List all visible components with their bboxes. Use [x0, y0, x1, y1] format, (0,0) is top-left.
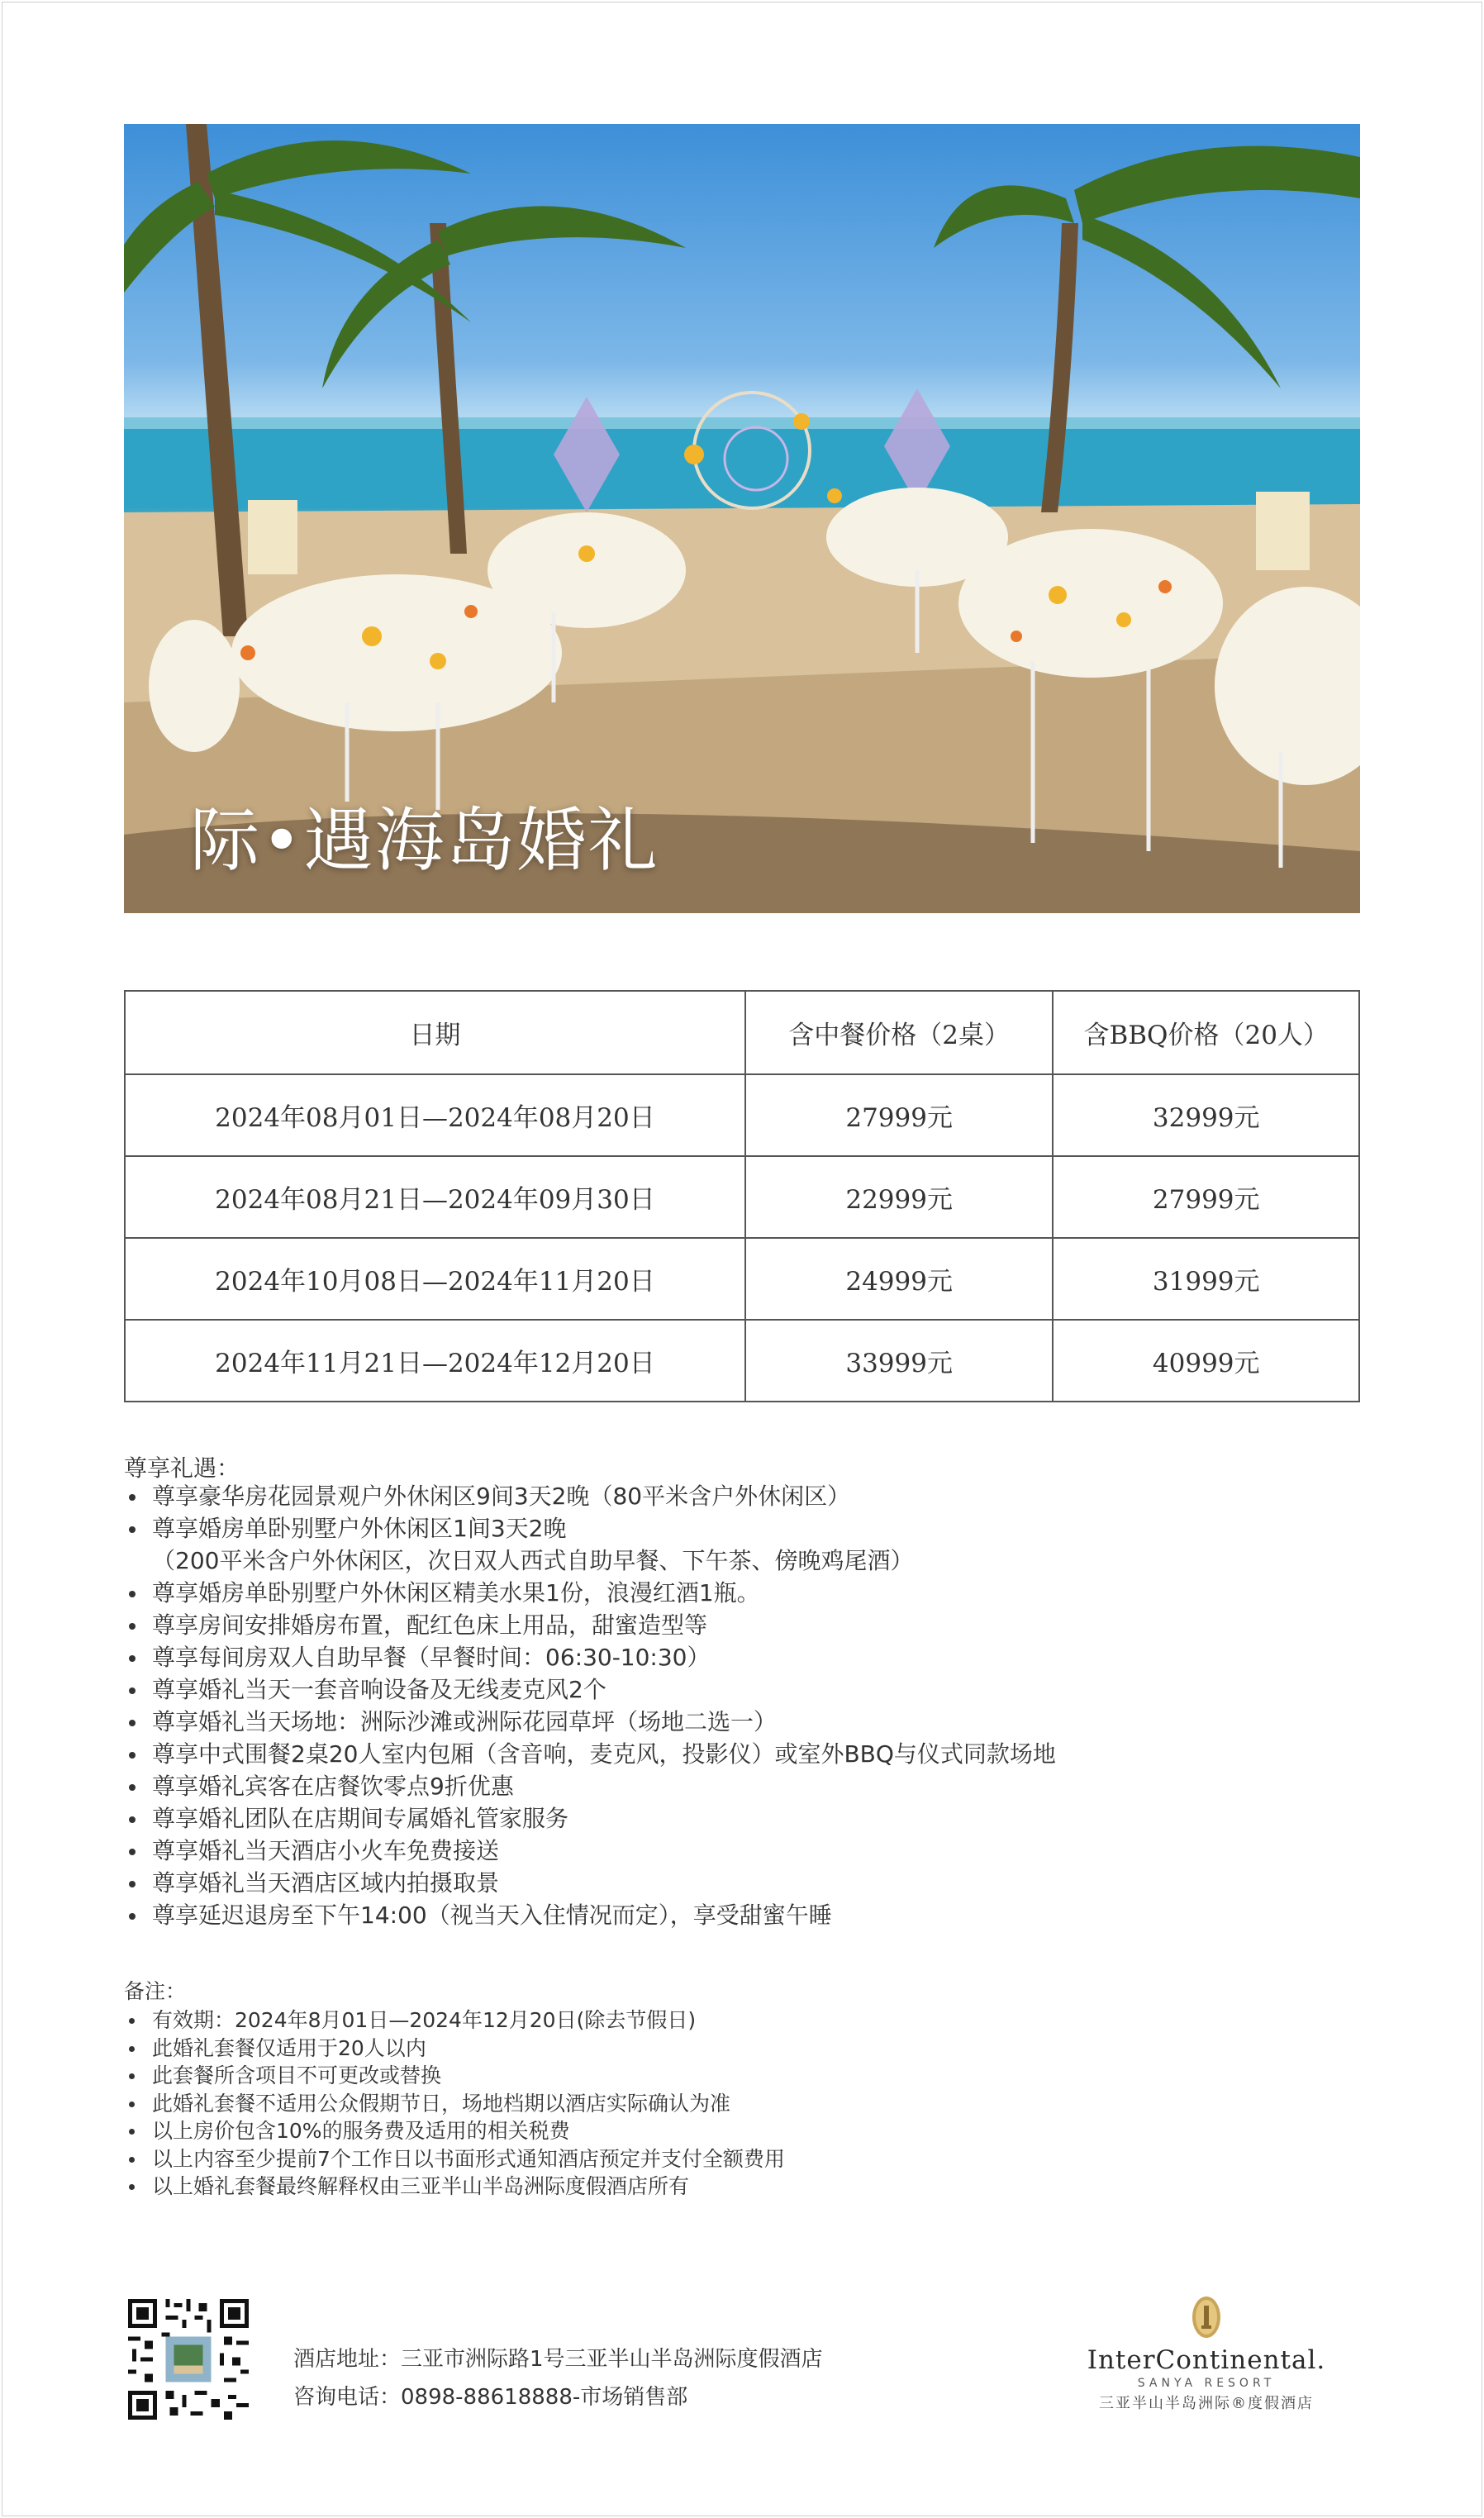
- price-table-header: [125, 991, 1359, 1074]
- notes-section: [124, 1975, 785, 2201]
- list-item: 尊享豪华房花园景观户外休闲区9间3天2晚（80平米含户外休闲区）: [124, 1480, 1056, 1512]
- chinese-dinner-price: 24999元: [745, 1238, 1054, 1320]
- list-item: 此婚礼套餐不适用公众假期节日，场地档期以酒店实际确认为准: [124, 2090, 785, 2118]
- list-item: 以上房价包含10%的服务费及适用的相关税费: [124, 2117, 785, 2145]
- list-item: 尊享婚礼团队在店期间专属婚礼管家服务: [124, 1802, 1056, 1835]
- bbq-price: 40999元: [1053, 1320, 1359, 1402]
- list-item: 以上内容至少提前7个工作日以书面形式通知酒店预定并支付全额费用: [124, 2145, 785, 2173]
- date-range: 2024年10月08日—2024年11月20日: [125, 1238, 745, 1320]
- hero-title: 际•遇海岛婚礼: [190, 800, 659, 881]
- list-item: 尊享房间安排婚房布置，配红色床上用品，甜蜜造型等: [124, 1609, 1056, 1641]
- qr-code[interactable]: [128, 2299, 249, 2420]
- list-item: 尊享婚礼宾客在店餐饮零点9折优惠: [124, 1770, 1056, 1802]
- chinese-dinner-price: 33999元: [745, 1320, 1054, 1402]
- benefits-section: [124, 1450, 1056, 1931]
- list-item: 尊享延迟退房至下午14:00（视当天入住情况而定），享受甜蜜午睡: [124, 1899, 1056, 1931]
- date-range: 2024年08月21日—2024年09月30日: [125, 1156, 745, 1238]
- list-item: 尊享婚礼当天酒店区域内拍摄取景: [124, 1867, 1056, 1899]
- list-item: 尊享中式围餐2桌20人室内包厢（含音响，麦克风，投影仪）或室外BBQ与仪式同款场地: [124, 1738, 1056, 1770]
- brand-resort: SANYA RESORT: [1137, 2377, 1276, 2390]
- brand-chinese-name: 三亚半山半岛洲际®度假酒店: [1099, 2395, 1314, 2412]
- table-row: [125, 1320, 1359, 1402]
- hero-wedding-photo: [124, 124, 1360, 913]
- table-row: [125, 1238, 1359, 1320]
- intercontinental-emblem-icon: [1190, 2294, 1223, 2340]
- list-item: 此婚礼套餐仅适用于20人以内: [124, 2035, 785, 2063]
- table-row: [125, 1074, 1359, 1156]
- price-table: [124, 990, 1360, 1402]
- bbq-price: 31999元: [1053, 1238, 1359, 1320]
- date-range: 2024年08月01日—2024年08月20日: [125, 1074, 745, 1156]
- list-item-detail: （200平米含户外休闲区，次日双人西式自助早餐、下午茶、傍晚鸡尾酒）: [152, 1547, 914, 1574]
- notes-heading: 备注：: [124, 1979, 187, 2003]
- bbq-price: 27999元: [1053, 1156, 1359, 1238]
- list-item: 尊享婚房单卧别墅户外休闲区1间3天2晚: [124, 1512, 1056, 1545]
- hotel-phone[interactable]: 咨询电话：0898-88618888-市场销售部: [293, 2385, 688, 2410]
- hotel-address: 酒店地址：三亚市洲际路1号三亚半山半岛洲际度假酒店: [293, 2347, 823, 2372]
- benefits-heading: 尊享礼遇：: [124, 1454, 240, 1482]
- list-item: 尊享婚房单卧别墅户外休闲区精美水果1份，浪漫红酒1瓶。: [124, 1577, 1056, 1609]
- list-item: 尊享婚礼当天场地：洲际沙滩或洲际花园草坪（场地二选一）: [124, 1706, 1056, 1738]
- header-date: 日期: [125, 991, 745, 1074]
- list-item: 以上婚礼套餐最终解释权由三亚半山半岛洲际度假酒店所有: [124, 2173, 785, 2201]
- benefits-list: [124, 1480, 1056, 1931]
- notes-list: [124, 2006, 785, 2201]
- chinese-dinner-price: 27999元: [745, 1074, 1054, 1156]
- list-item: 尊享婚礼当天酒店小火车免费接送: [124, 1835, 1056, 1867]
- bbq-price: 32999元: [1053, 1074, 1359, 1156]
- date-range: 2024年11月21日—2024年12月20日: [125, 1320, 745, 1402]
- list-item: 尊享每间房双人自助早餐（早餐时间：06:30-10:30）: [124, 1641, 1056, 1673]
- table-row: [125, 1156, 1359, 1238]
- header-bbq-price: 含BBQ价格（20人）: [1053, 991, 1359, 1074]
- list-item: 有效期：2024年8月01日—2024年12月20日(除去节假日): [124, 2006, 785, 2035]
- brand-name: InterContinental.: [1087, 2345, 1326, 2375]
- chinese-dinner-price: 22999元: [745, 1156, 1054, 1238]
- list-item: 尊享婚礼当天一套音响设备及无线麦克风2个: [124, 1673, 1056, 1706]
- header-chinese-dinner-price: 含中餐价格（2桌）: [745, 991, 1054, 1074]
- list-item: 此套餐所含项目不可更改或替换: [124, 2062, 785, 2090]
- intercontinental-logo: [1058, 2294, 1355, 2413]
- contact-info: [293, 2340, 823, 2416]
